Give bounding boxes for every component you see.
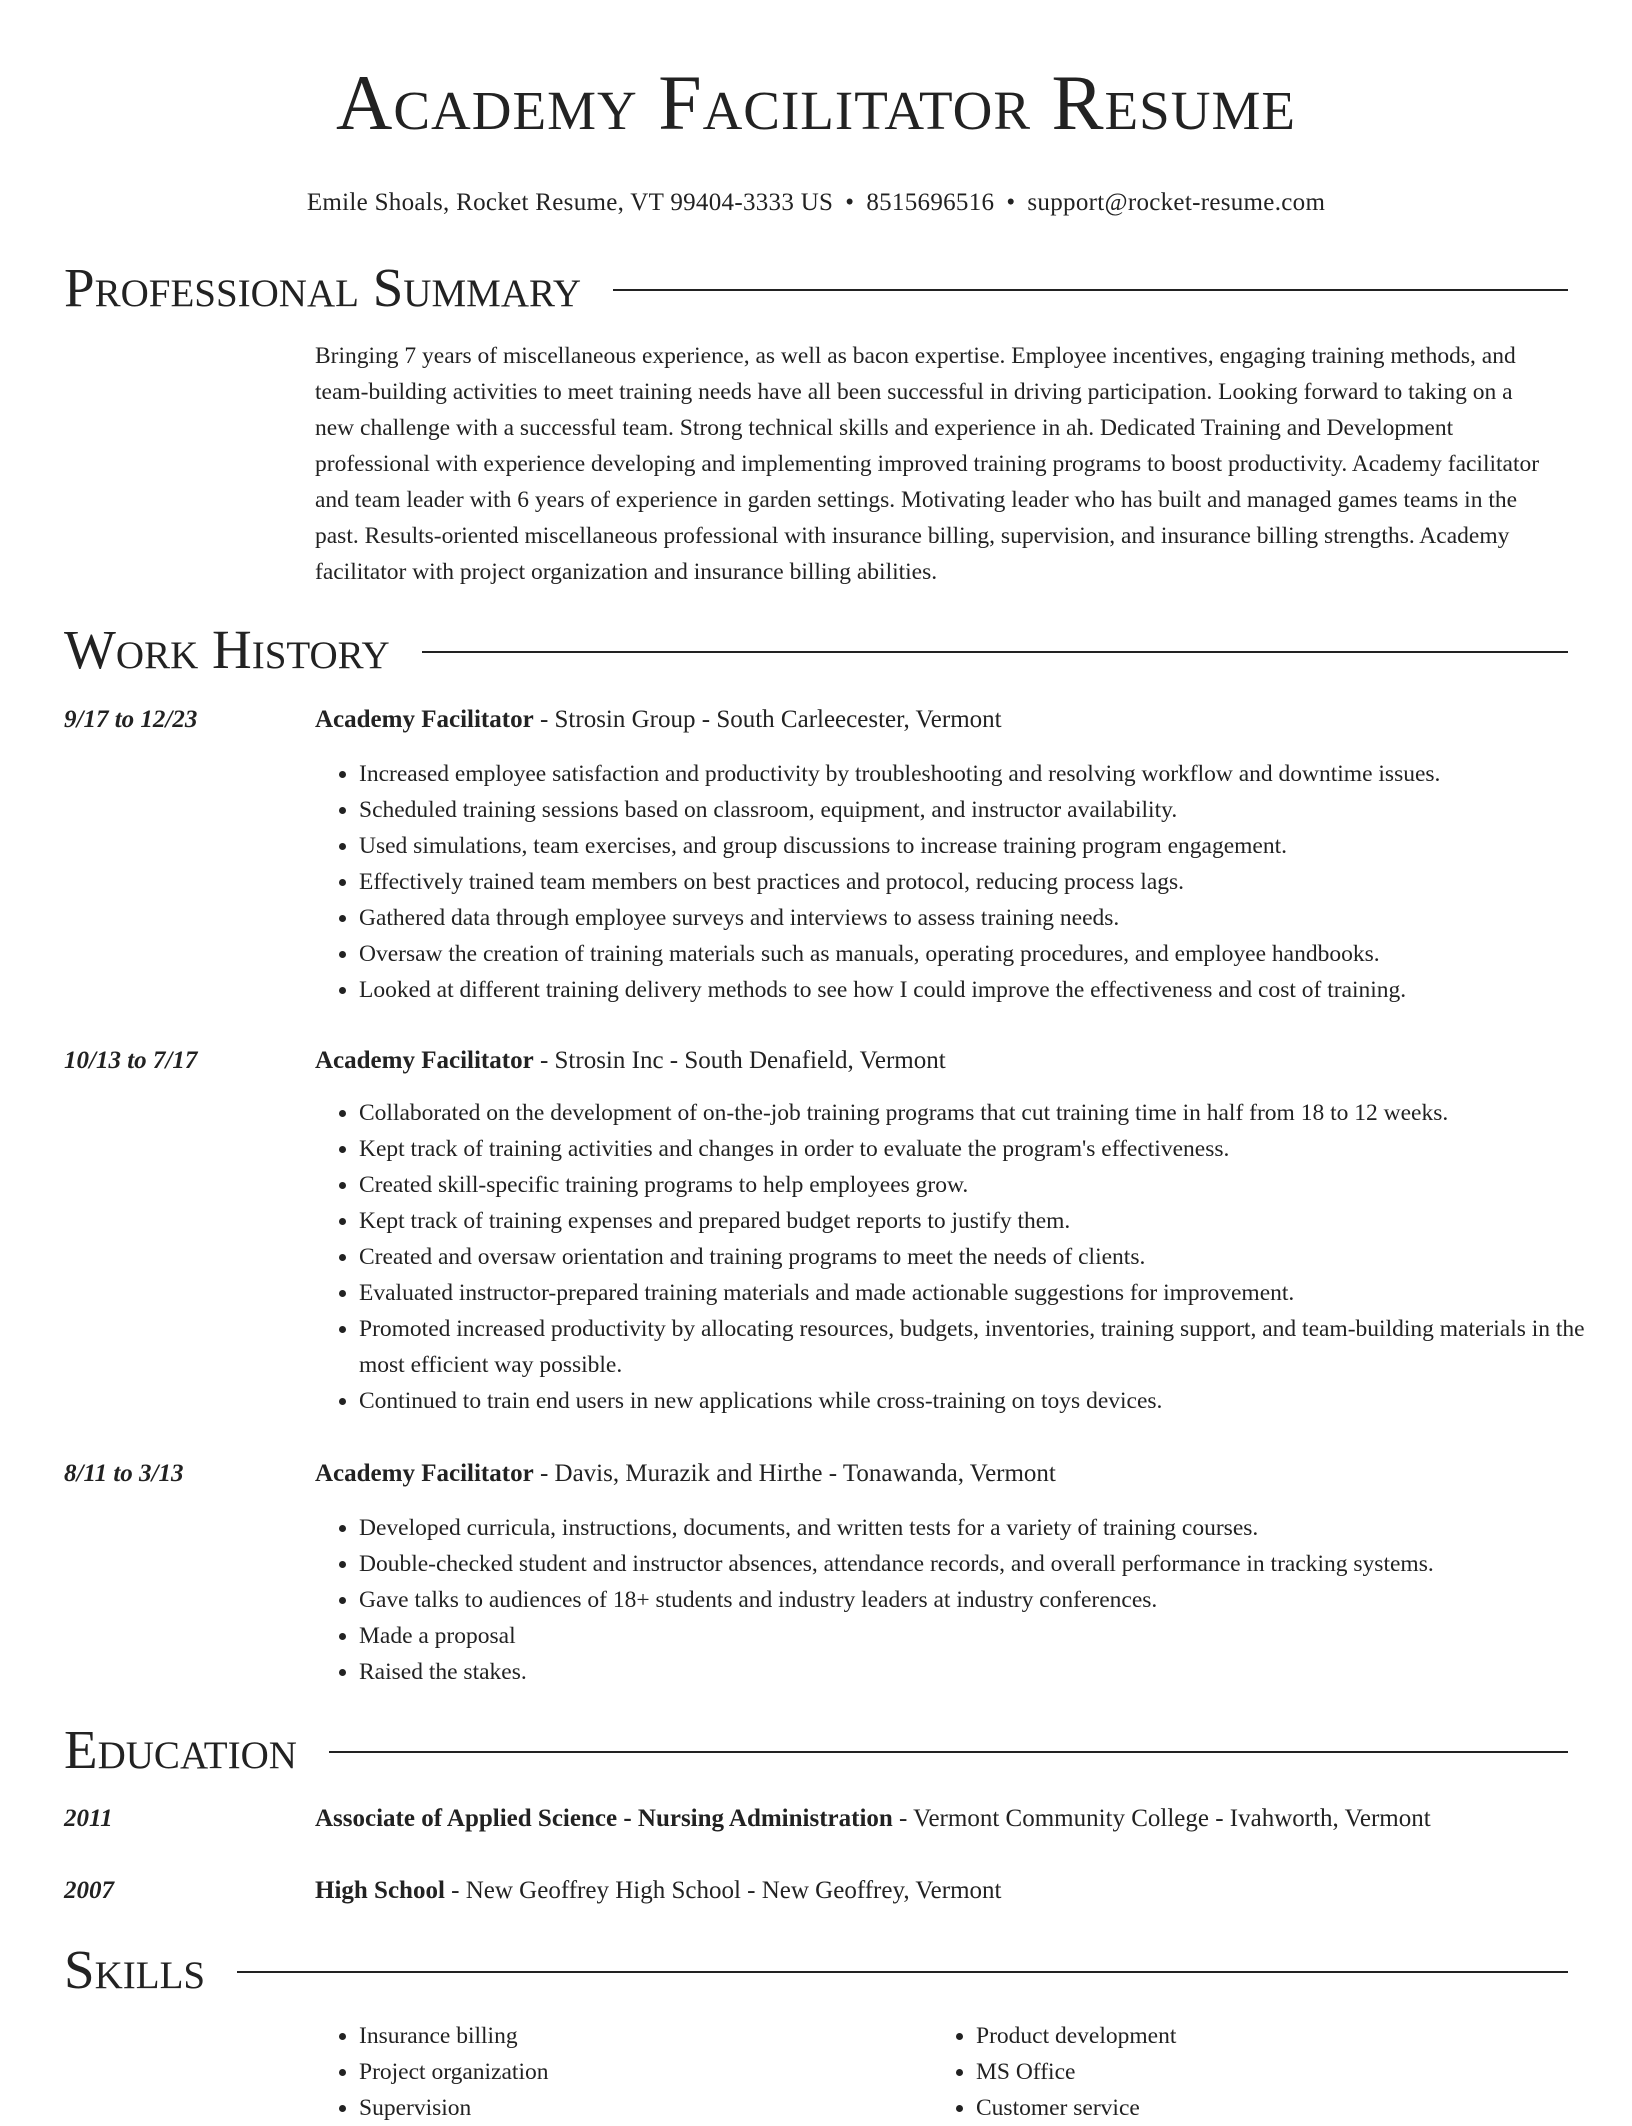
job-bullet: • Evaluated instructor-prepared training materials and made actionable suggestions for improvement. [359,1275,1609,1311]
work-history-heading-text: Work History [64,619,390,680]
job-role [315,1456,1056,1492]
education-role [315,1873,1001,1909]
skill-item: • Supervision [359,2090,932,2126]
contact-address: Emile Shoals, Rocket Resume, VT 99404-3333 US [306,189,834,216]
job-title: Academy Facilitator [315,1460,534,1487]
work-history-heading [64,618,1568,682]
job-details: - Strosin Group - South Carleecester, Vermont [533,706,1002,733]
job-bullets [315,1510,1609,1690]
education-role [315,1801,1431,1837]
skill-item: • MS Office [976,2054,1549,2090]
job-bullets [315,756,1609,1008]
job-title: Academy Facilitator [315,1047,534,1074]
job-date: 8/11 to 3/13 [64,1460,184,1487]
job-bullet: • Double-checked student and instructor absences, attendance records, and overall performance in tracking systems. [359,1546,1609,1582]
job-role [315,1043,946,1079]
education-heading [64,1718,1568,1782]
summary-text: Bringing 7 years of miscellaneous experience, as well as bacon expertise. Employee incentives, engaging training methods, and team-building activities to meet training needs have all been successful in driving participation. Looking forward to taking on a new challenge with a successful team. Strong technical skills and experience in ah. Dedicated Training and Development professional with experience developing and implementing improved training programs to boost productivity. Academy facilitator and team leader with 6 years of experience in garden settings. Motivating leader who has built and managed games teams in the past. Results-oriented miscellaneous professional with insurance billing, supervision, and insurance billing strengths. Academy facilitator with project organization and insurance billing abilities. [315,343,1540,585]
section-rule [237,1971,1568,1973]
job-date: 9/17 to 12/23 [64,706,198,733]
contact-separator: • [845,189,855,216]
job-title: Academy Facilitator [315,706,534,733]
job-bullet: • Created and oversaw orientation and training programs to meet the needs of clients. [359,1239,1609,1275]
summary-heading [64,256,1568,320]
job-details: - Strosin Inc - South Denafield, Vermont [533,1047,946,1074]
job-details: - Davis, Murazik and Hirthe - Tonawanda, Vermont [533,1460,1056,1487]
job-role [315,702,1002,738]
section-rule [422,651,1568,653]
job-bullet: • Gathered data through employee surveys and interviews to assess training needs. [359,900,1609,936]
job-bullet: • Effectively trained team members on best practices and protocol, reducing process lags. [359,864,1609,900]
section-rule [329,1751,1568,1753]
job-date: 10/13 to 7/17 [64,1047,198,1074]
education-heading-text: Education [64,1719,297,1780]
contact-phone: 8515696516 [866,189,995,216]
job-bullet: • Kept track of training expenses and prepared budget reports to justify them. [359,1203,1609,1239]
job-bullet: • Oversaw the creation of training materials such as manuals, operating procedures, and employee handbooks. [359,936,1609,972]
skills-heading [64,1938,1568,2002]
resume-title: Academy Facilitator Resume [336,59,1296,146]
job-bullet: • Scheduled training sessions based on classroom, equipment, and instructor availability. [359,792,1609,828]
job-bullet: • Promoted increased productivity by allocating resources, budgets, inventories, training support, and team-building materials in the most efficient way possible. [359,1311,1609,1383]
skills-column-right [932,2018,1549,2126]
education-degree: High School [315,1877,445,1904]
skills-list [315,2018,1565,2126]
contact-email: support@rocket-resume.com [1027,189,1326,216]
education-details: - New Geoffrey High School - New Geoffrey, Vermont [444,1877,1002,1904]
skills-heading-text: Skills [64,1939,206,2000]
section-rule [613,289,1568,291]
job-bullet: • Collaborated on the development of on-the-job training programs that cut training time in half from 18 to 12 weeks. [359,1095,1609,1131]
job-bullet: • Created skill-specific training programs to help employees grow. [359,1167,1609,1203]
job-bullet: • Increased employee satisfaction and productivity by troubleshooting and resolving workflow and downtime issues. [359,756,1609,792]
skill-item: • Customer service [976,2090,1549,2126]
education-details: - Vermont Community College - Ivahworth, Vermont [892,1805,1431,1832]
job-bullet: • Gave talks to audiences of 18+ students and industry leaders at industry conferences. [359,1582,1609,1618]
skill-item: • Product development [976,2018,1549,2054]
skill-item: • Project organization [359,2054,932,2090]
job-bullet: • Developed curricula, instructions, documents, and written tests for a variety of training courses. [359,1510,1609,1546]
education-date: 2007 [64,1877,114,1904]
skill-item: • Insurance billing [359,2018,932,2054]
job-bullet: • Continued to train end users in new applications while cross-training on toys devices. [359,1383,1609,1419]
education-degree: Associate of Applied Science - Nursing Administration [315,1805,893,1832]
job-bullet: • Made a proposal [359,1618,1609,1654]
job-bullet: • Raised the stakes. [359,1654,1609,1690]
skills-column-left [315,2018,932,2126]
summary-heading-text: Professional Summary [64,257,582,318]
education-date: 2011 [64,1805,113,1832]
resume-header [0,58,1632,218]
job-bullet: • Kept track of training activities and changes in order to evaluate the program's effectiveness. [359,1131,1609,1167]
job-bullet: • Looked at different training delivery methods to see how I could improve the effectiveness and cost of training. [359,972,1609,1008]
job-bullets [315,1095,1609,1419]
contact-separator: • [1006,189,1016,216]
contact-line [0,188,1632,218]
job-bullet: • Used simulations, team exercises, and group discussions to increase training program engagement. [359,828,1609,864]
